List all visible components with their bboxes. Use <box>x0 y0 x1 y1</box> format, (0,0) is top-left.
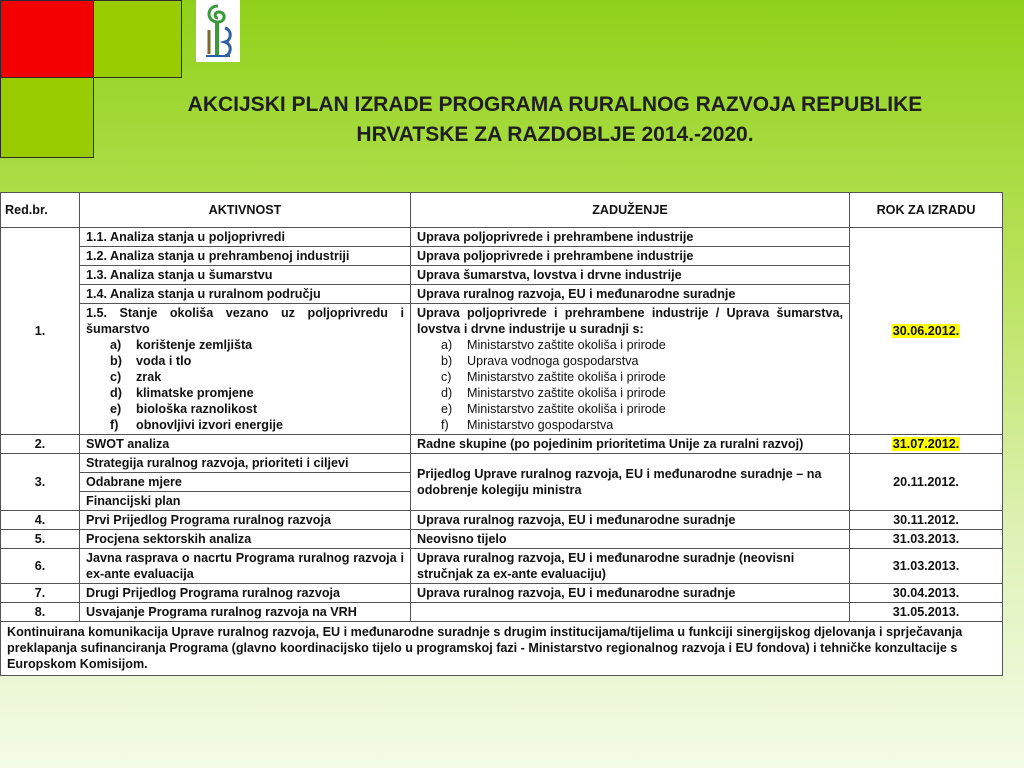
activity-cell: Odabrane mjere <box>80 473 411 492</box>
table-row <box>1 549 1003 584</box>
assignment-cell: Uprava poljoprivrede i prehrambene industrije <box>411 228 850 247</box>
table-row <box>1 603 1003 622</box>
activity-cell: Javna rasprava o nacrtu Programa ruralnog razvoja i ex-ante evaluacija <box>80 549 411 584</box>
list-item: c) Ministarstvo zaštite okoliša i prirode <box>441 370 666 384</box>
list-item: f) obnovljivi izvori energije <box>110 418 283 432</box>
assignment-cell <box>411 304 850 435</box>
title-line-1: AKCIJSKI PLAN IZRADE PROGRAMA RURALNOG RAZVOJA REPUBLIKE <box>187 93 923 116</box>
deadline-highlight: 30.06.2012. <box>892 324 960 338</box>
assignment-cell: Uprava ruralnog razvoja, EU i međunarodne suradnje (neovisni stručnjak za ex-ante evaluaciju) <box>411 549 850 584</box>
list-item: b) Uprava vodnoga gospodarstva <box>441 354 639 368</box>
activity-cell: 1.4. Analiza stanja u ruralnom području <box>80 285 411 304</box>
header-activity: AKTIVNOST <box>80 193 411 228</box>
row-number: 8. <box>1 603 80 622</box>
activity-text: 1.5. Stanje okoliša vezano uz poljoprivredu i šumarstvo <box>86 306 404 336</box>
table-row <box>1 584 1003 603</box>
assignment-cell: Neovisno tijelo <box>411 530 850 549</box>
title-line-2: HRVATSKE ZA RAZDOBLJE 2014.-2020. <box>356 123 754 146</box>
assignment-cell: Uprava poljoprivrede i prehrambene industrije <box>411 247 850 266</box>
row-number: 6. <box>1 549 80 584</box>
row-number: 7. <box>1 584 80 603</box>
sub-activity-list <box>86 337 404 433</box>
green-square-decoration <box>0 77 94 158</box>
footer-note: Kontinuirana komunikacija Uprave ruralnog razvoja, EU i međunarodne suradnje s drugim institucijama/tijelima u funkciji sinergijskog djelovanja i sprječavanja preklapanja sufinanciranja Programa (glavno koordinacijsko tijelo u programskoj fazi - Ministarstvo regionalnog razvoja i EU fondova) i tehničke konzultacije s Europskom Komisijom. <box>1 622 1003 676</box>
action-plan-table <box>0 192 1003 676</box>
activity-cell: 1.3. Analiza stanja u šumarstvu <box>80 266 411 285</box>
activity-cell <box>80 304 411 435</box>
assignment-cell: Radne skupine (po pojedinim prioritetima Unije za ruralni razvoj) <box>411 435 850 454</box>
green-square-decoration <box>93 0 182 78</box>
table-row <box>1 511 1003 530</box>
activity-cell: Prvi Prijedlog Programa ruralnog razvoja <box>80 511 411 530</box>
deadline-cell: 20.11.2012. <box>850 454 1003 511</box>
activity-cell: Usvajanje Programa ruralnog razvoja na VRH <box>80 603 411 622</box>
activity-cell: Procjena sektorskih analiza <box>80 530 411 549</box>
action-plan-table-container <box>0 192 1002 676</box>
header-deadline: ROK ZA IZRADU <box>850 193 1003 228</box>
activity-cell: 1.2. Analiza stanja u prehrambenoj industriji <box>80 247 411 266</box>
list-item: f) Ministarstvo gospodarstva <box>441 418 614 432</box>
table-row <box>1 435 1003 454</box>
list-item: c) zrak <box>110 370 162 384</box>
list-item: b) voda i tlo <box>110 354 192 368</box>
assignment-cell: Uprava ruralnog razvoja, EU i međunarodne suradnje <box>411 584 850 603</box>
assignment-cell: Uprava ruralnog razvoja, EU i međunarodne suradnje <box>411 285 850 304</box>
assignment-cell: Uprava ruralnog razvoja, EU i međunarodne suradnje <box>411 511 850 530</box>
assignment-cell: Prijedlog Uprave ruralnog razvoja, EU i međunarodne suradnje – na odobrenje kolegiju ministra <box>411 454 850 511</box>
table-footer-row <box>1 622 1003 676</box>
deadline-highlight: 31.07.2012. <box>892 437 960 451</box>
assignment-cell: Uprava šumarstva, lovstva i drvne industrije <box>411 266 850 285</box>
header-assignment: ZADUŽENJE <box>411 193 850 228</box>
list-item: e) Ministarstvo zaštite okoliša i prirode <box>441 402 666 416</box>
activity-cell: Strategija ruralnog razvoja, prioriteti i ciljevi <box>80 454 411 473</box>
list-item: d) klimatske promjene <box>110 386 254 400</box>
list-item: e) biološka raznolikost <box>110 402 258 416</box>
table-row <box>1 530 1003 549</box>
list-item: a) korištenje zemljišta <box>110 338 253 352</box>
table-header-row <box>1 193 1003 228</box>
assignment-text: Uprava poljoprivrede i prehrambene industrije / Uprava šumarstva, lovstva i drvne industrije u suradnji s: <box>417 306 843 336</box>
activity-cell: 1.1. Analiza stanja u poljoprivredi <box>80 228 411 247</box>
header-no: Red.br. <box>1 193 80 228</box>
deadline-cell: 30.11.2012. <box>850 511 1003 530</box>
deadline-cell: 31.03.2013. <box>850 549 1003 584</box>
page-title <box>96 90 1014 150</box>
sub-assignment-list <box>417 337 843 433</box>
assignment-cell <box>411 603 850 622</box>
table-row <box>1 228 1003 247</box>
deadline-cell <box>850 228 1003 435</box>
activity-cell: Financijski plan <box>80 492 411 511</box>
ministry-logo-icon <box>196 0 240 62</box>
list-item: a) Ministarstvo zaštite okoliša i prirode <box>441 338 666 352</box>
deadline-cell <box>850 435 1003 454</box>
deadline-cell: 30.04.2013. <box>850 584 1003 603</box>
row-number: 4. <box>1 511 80 530</box>
table-row <box>1 454 1003 473</box>
row-number: 3. <box>1 454 80 511</box>
activity-cell: Drugi Prijedlog Programa ruralnog razvoja <box>80 584 411 603</box>
row-number: 5. <box>1 530 80 549</box>
deadline-cell: 31.03.2013. <box>850 530 1003 549</box>
row-number: 2. <box>1 435 80 454</box>
row-number: 1. <box>1 228 80 435</box>
deadline-cell: 31.05.2013. <box>850 603 1003 622</box>
red-square-decoration <box>0 0 94 78</box>
activity-cell: SWOT analiza <box>80 435 411 454</box>
list-item: d) Ministarstvo zaštite okoliša i prirode <box>441 386 666 400</box>
